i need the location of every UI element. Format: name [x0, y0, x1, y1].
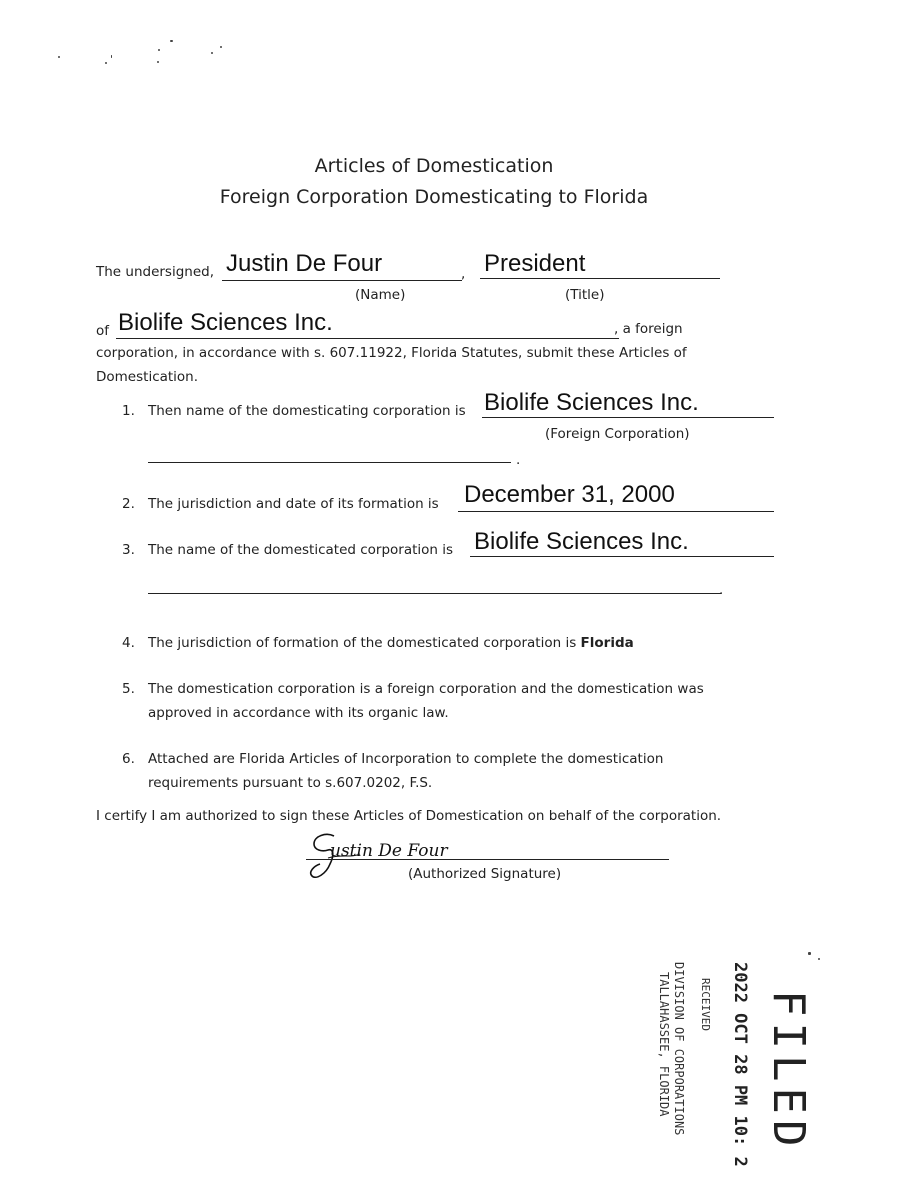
period-mark: .	[516, 452, 521, 468]
stamp-city: TALLAHASSEE, FLORIDA	[657, 972, 671, 1117]
document-title: Articles of Domestication	[314, 155, 554, 177]
title-caption: (Title)	[565, 287, 605, 303]
item-6-line-1: Attached are Florida Articles of Incorporation to complete the domestication	[148, 751, 664, 767]
corporation-underline	[116, 338, 619, 339]
signature-text: ustin De Four	[330, 841, 448, 861]
signature-caption: (Authorized Signature)	[408, 866, 562, 882]
item-1-underline	[482, 417, 774, 418]
document-subtitle: Foreign Corporation Domesticating to Florida	[219, 186, 649, 208]
scan-speck	[158, 49, 160, 51]
scan-speck	[211, 52, 213, 54]
title-value: President	[484, 250, 586, 277]
scan-speck	[220, 46, 222, 48]
title-underline	[480, 278, 720, 279]
item-5-line-1: The domestication corporation is a foreign corporation and the domestication was	[148, 681, 704, 697]
statement-line-2: Domestication.	[96, 369, 199, 385]
item-2-number: 2.	[122, 496, 135, 512]
stamp-datetime: 2022 OCT 28 PM 10: 2	[730, 962, 750, 1167]
item-3-underline	[470, 556, 774, 557]
name-caption: (Name)	[355, 287, 406, 303]
stamp-division: DIVISION OF CORPORATIONS	[672, 962, 686, 1136]
item-4-text	[148, 635, 634, 651]
signature-line	[306, 859, 669, 860]
item-2-underline	[458, 511, 774, 512]
scan-speck	[170, 40, 173, 42]
item-1-number: 1.	[122, 403, 135, 419]
period-mark: .	[719, 582, 724, 598]
item-4-number: 4.	[122, 635, 135, 651]
stamp-filed: FILED	[763, 990, 814, 1153]
item-3-value: Biolife Sciences Inc.	[474, 528, 689, 555]
item-4-text-main: The jurisdiction of formation of the domesticated corporation is	[148, 635, 577, 651]
item-2-value: December 31, 2000	[464, 481, 675, 508]
item-6-line-2: requirements pursuant to s.607.0202, F.S.	[148, 775, 433, 791]
item-1-text: Then name of the domesticating corporation is	[148, 403, 466, 419]
scan-speck	[818, 958, 820, 960]
comma: ,	[461, 266, 466, 282]
scan-speck	[58, 56, 60, 58]
item-1-value: Biolife Sciences Inc.	[484, 389, 699, 416]
of-label: of	[96, 323, 110, 339]
certification-text: I certify I am authorized to sign these Articles of Domestication on behalf of the corporation.	[96, 808, 722, 824]
item-2-text: The jurisdiction and date of its formation is	[148, 496, 439, 512]
statement-line-1: corporation, in accordance with s. 607.11922, Florida Statutes, submit these Articles of	[96, 345, 687, 361]
name-value: Justin De Four	[226, 250, 383, 277]
item-1-extra-line	[148, 462, 511, 463]
item-3-text: The name of the domesticated corporation is	[148, 542, 454, 558]
item-1-caption: (Foreign Corporation)	[545, 426, 690, 442]
name-underline	[222, 280, 462, 281]
item-6-number: 6.	[122, 751, 135, 767]
item-5-line-2: approved in accordance with its organic law.	[148, 705, 449, 721]
item-4-jurisdiction: Florida	[580, 635, 634, 651]
item-3-extra-line	[148, 593, 721, 594]
item-5-number: 5.	[122, 681, 135, 697]
undersigned-label: The undersigned,	[96, 264, 215, 280]
scan-speck	[105, 62, 107, 64]
scan-speck	[111, 55, 112, 58]
foreign-suffix: , a foreign	[614, 321, 683, 337]
scan-speck	[808, 952, 811, 955]
item-3-number: 3.	[122, 542, 135, 558]
corporation-value: Biolife Sciences Inc.	[118, 309, 333, 336]
scan-speck	[157, 61, 159, 63]
stamp-received: RECEIVED	[699, 978, 712, 1031]
